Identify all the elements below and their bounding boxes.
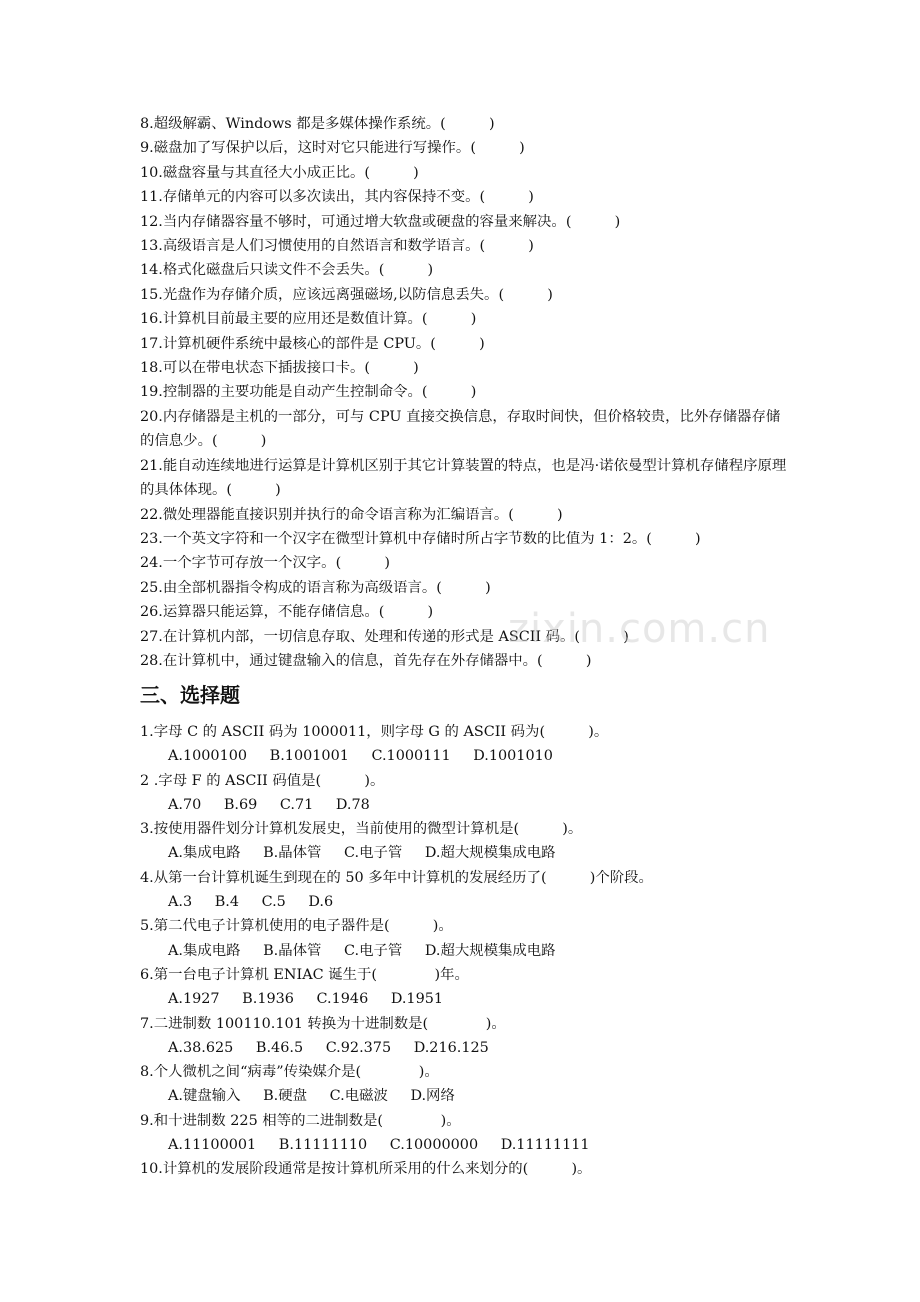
mc-question-text: 7.二进制数 100110.101 转换为十进制数是( )。 <box>140 1015 506 1032</box>
multiple-choice-question-list <box>140 720 790 1182</box>
tf-question-22: 22.微处理器能直接识别并执行的命令语言称为汇编语言。( ) <box>140 506 563 523</box>
option-d: D.1951 <box>390 991 444 1008</box>
option-a: A.1000100 <box>168 748 248 765</box>
mc-question-5 <box>140 914 790 963</box>
option-a: A.1927 <box>168 991 220 1008</box>
mc-options <box>140 1084 790 1108</box>
watermark: zixin.com.cn <box>508 606 771 652</box>
tf-question-28: 28.在计算机中，通过键盘输入的信息，首先存在外存储器中。( ) <box>140 652 592 669</box>
tf-question-12: 12.当内存储器容量不够时，可通过增大软盘或硬盘的容量来解决。( ) <box>140 213 621 230</box>
tf-question-9: 9.磁盘加了写保护以后，这时对它只能进行写操作。( ) <box>140 140 525 157</box>
option-d: D.网络 <box>410 1088 455 1105</box>
tf-question-18: 18.可以在带电状态下插拔接口卡。( ) <box>140 360 419 377</box>
mc-question-text: 3.按使用器件划分计算机发展史，当前使用的微型计算机是( )。 <box>140 821 583 838</box>
tf-question-26: 26.运算器只能运算，不能存储信息。( ) <box>140 604 434 621</box>
option-c: C.10000000 <box>389 1137 479 1154</box>
option-b: B.46.5 <box>255 1039 304 1056</box>
mc-question-2 <box>140 769 790 818</box>
tf-question-13: 13.高级语言是人们习惯使用的自然语言和数学语言。( ) <box>140 238 534 255</box>
option-c: C.92.375 <box>325 1039 392 1056</box>
tf-question-23: 23.一个英文字符和一个汉字在微型计算机中存储时所占字节数的比值为 1：2。( ) <box>140 530 701 547</box>
option-a: A.3 <box>168 894 193 911</box>
true-false-question-list <box>140 112 790 673</box>
tf-question-25: 25.由全部机器指令构成的语言称为高级语言。( ) <box>140 579 491 596</box>
option-c: C.5 <box>261 894 286 911</box>
option-a: A.集成电路 <box>168 942 241 959</box>
option-d: D.6 <box>308 894 334 911</box>
tf-question-19: 19.控制器的主要功能是自动产生控制命令。( ) <box>140 384 477 401</box>
tf-question-16: 16.计算机目前最主要的应用还是数值计算。( ) <box>140 311 477 328</box>
option-c: C.71 <box>279 796 314 813</box>
mc-question-text: 9.和十进制数 225 相等的二进制数是( )。 <box>140 1112 461 1129</box>
option-b: B.1001001 <box>269 748 349 765</box>
mc-question-text: 5.第二代电子计算机使用的电子器件是( )。 <box>140 918 453 935</box>
mc-options <box>140 841 790 865</box>
option-a: A.集成电路 <box>168 845 241 862</box>
option-d: D.216.125 <box>413 1039 489 1056</box>
option-d: D.78 <box>335 796 370 813</box>
mc-question-text: 4.从第一台计算机诞生到现在的 50 多年中计算机的发展经历了( )个阶段。 <box>140 869 653 886</box>
mc-options <box>140 890 790 914</box>
option-b: B.69 <box>223 796 258 813</box>
option-d: D.超大规模集成电路 <box>424 942 556 959</box>
mc-options <box>140 793 790 817</box>
option-b: B.1936 <box>242 991 294 1008</box>
mc-question-text: 1.字母 C 的 ASCII 码为 1000011，则字母 G 的 ASCII 码为( )。 <box>140 724 609 740</box>
tf-question-24: 24.一个字节可存放一个汉字。( ) <box>140 555 390 572</box>
option-b: B.硬盘 <box>263 1088 308 1105</box>
section-title-multiple-choice: 三、选择题 <box>140 683 240 707</box>
mc-question-7 <box>140 1012 790 1061</box>
tf-question-11: 11.存储单元的内容可以多次读出，其内容保持不变。( ) <box>140 189 534 206</box>
option-a: A.70 <box>168 796 202 813</box>
option-a: A.11100001 <box>168 1137 257 1154</box>
mc-options <box>140 744 790 768</box>
mc-question-text: 8.个人微机之间“病毒”传染媒介是( )。 <box>140 1064 439 1081</box>
tf-question-17: 17.计算机硬件系统中最核心的部件是 CPU。( ) <box>140 335 485 352</box>
mc-question-6 <box>140 963 790 1012</box>
option-a: A.38.625 <box>168 1039 234 1056</box>
option-c: C.1000111 <box>371 748 451 765</box>
mc-options <box>140 1133 790 1157</box>
mc-question-text: 10.计算机的发展阶段通常是按计算机所采用的什么来划分的( )。 <box>140 1161 592 1178</box>
tf-question-14: 14.格式化磁盘后只读文件不会丢失。( ) <box>140 262 434 279</box>
mc-question-4 <box>140 866 790 915</box>
mc-options <box>140 1036 790 1060</box>
option-d: D.超大规模集成电路 <box>424 845 556 862</box>
option-c: C.电子管 <box>344 845 403 862</box>
option-d: D.1001010 <box>473 748 553 765</box>
option-c: C.电子管 <box>344 942 403 959</box>
option-d: D.11111111 <box>500 1137 590 1154</box>
mc-question-10 <box>140 1157 790 1181</box>
mc-question-9 <box>140 1109 790 1158</box>
mc-question-text: 2 .字母 F 的 ASCII 码值是( )。 <box>140 772 385 789</box>
mc-question-8 <box>140 1060 790 1109</box>
mc-question-3 <box>140 817 790 866</box>
option-a: A.键盘输入 <box>168 1088 241 1105</box>
option-c: C.1946 <box>316 991 369 1008</box>
mc-question-text: 6.第一台电子计算机 ENIAC 诞生于( )年。 <box>140 966 469 983</box>
tf-question-10: 10.磁盘容量与其直径大小成正比。( ) <box>140 164 419 181</box>
option-b: B.11111110 <box>278 1137 368 1154</box>
tf-question-27: 27.在计算机内部，一切信息存取、处理和传递的形式是 ASCII 码。( ) <box>140 628 629 645</box>
tf-question-20: 20.内存储器是主机的一部分，可与 CPU 直接交换信息，存取时间快，但价格较贵，比外存储器存储的信息少。( ) <box>140 408 781 450</box>
tf-question-8: 8.超级解霸、Windows 都是多媒体操作系统。( ) <box>140 116 495 132</box>
option-b: B.晶体管 <box>263 942 322 959</box>
mc-options <box>140 939 790 963</box>
option-b: B.4 <box>214 894 240 911</box>
tf-question-15: 15.光盘作为存储介质，应该远离强磁场,以防信息丢失。( ) <box>140 286 553 303</box>
mc-options <box>140 987 790 1011</box>
tf-question-21: 21.能自动连续地进行运算是计算机区别于其它计算装置的特点，也是冯·诺依曼型计算机存储程序原理的具体体现。( ) <box>140 457 787 499</box>
option-b: B.晶体管 <box>263 845 322 862</box>
option-c: C.电磁波 <box>329 1088 388 1105</box>
mc-question-1 <box>140 720 790 769</box>
